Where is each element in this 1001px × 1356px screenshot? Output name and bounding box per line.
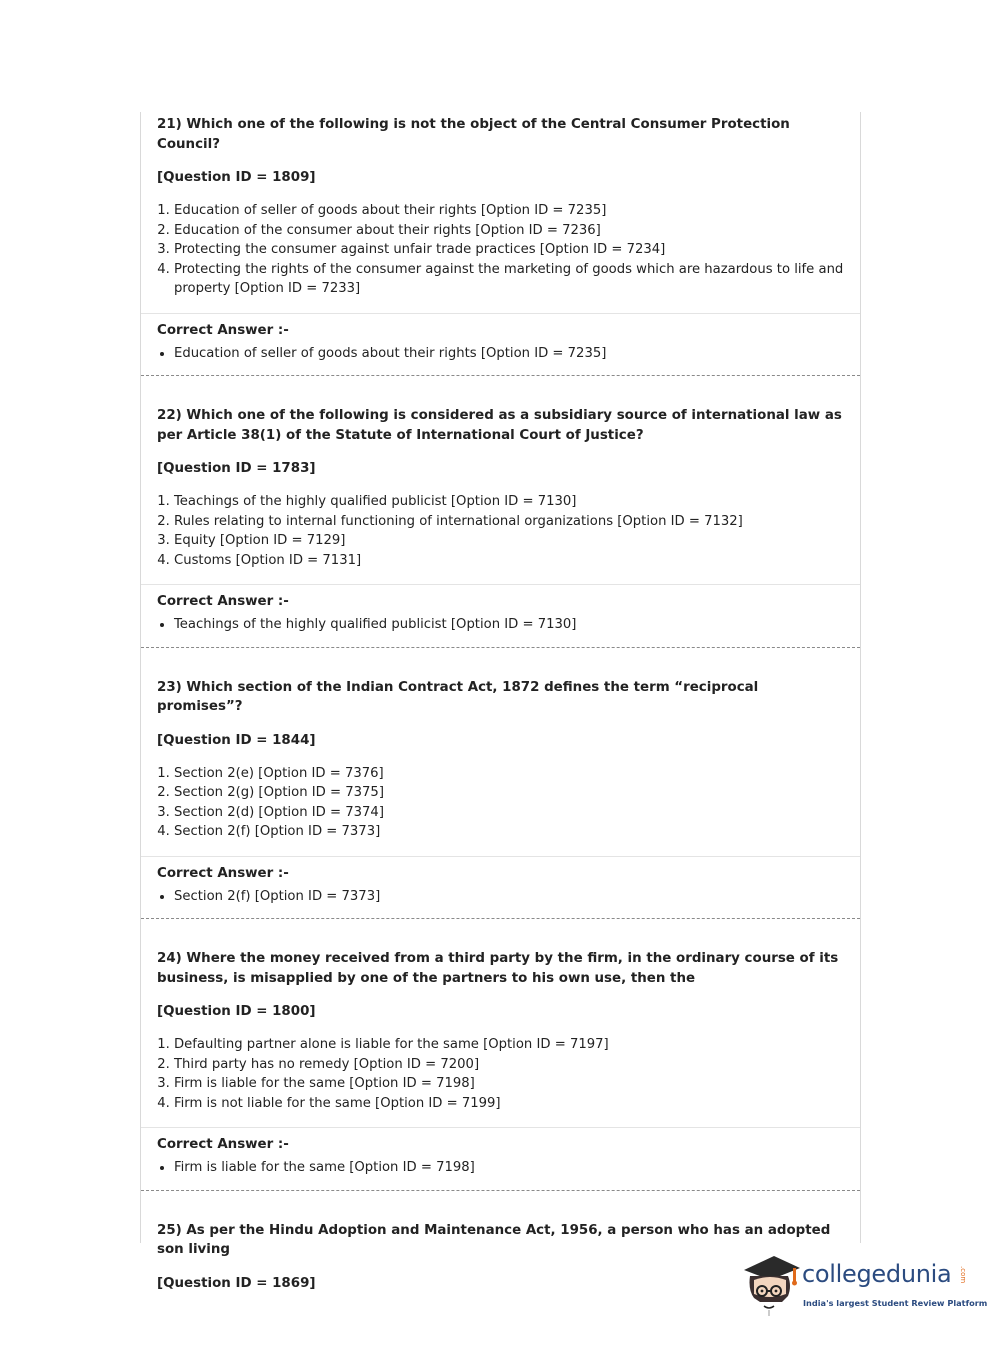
options-list <box>157 492 844 570</box>
answer-item: • Section 2(f) [Option ID = 7373] <box>174 887 844 907</box>
option-item: 3. Equity [Option ID = 7129] <box>174 531 844 551</box>
question-section <box>141 112 860 314</box>
question-text: 25) As per the Hindu Adoption and Maintenance Act, 1956, a person who has an adopted son living <box>157 1222 831 1257</box>
options-list <box>157 201 844 299</box>
question-id: [Question ID = 1844] <box>157 732 316 748</box>
question-section <box>141 648 860 857</box>
question-text: 24) Where the money received from a third party by the firm, in the ordinary course of its business, is misapplied by one of the partners to his own use, then the <box>157 951 839 986</box>
question-section <box>141 919 860 1128</box>
question-block-23 <box>141 647 860 919</box>
option-item: 4. Section 2(f) [Option ID = 7373] <box>174 822 844 842</box>
answer-section <box>157 314 844 376</box>
option-item: 1. Defaulting partner alone is liable for the same [Option ID = 7197] <box>174 1035 844 1055</box>
option-item: 3. Protecting the consumer against unfair trade practices [Option ID = 7234] <box>174 240 844 260</box>
question-id: [Question ID = 1869] <box>157 1275 316 1291</box>
option-item: 1. Section 2(e) [Option ID = 7376] <box>174 764 844 784</box>
brand-tagline: India's largest Student Review Platform <box>803 1298 988 1308</box>
question-id: [Question ID = 1783] <box>157 461 316 476</box>
brand-suffix: .com <box>959 1266 967 1284</box>
answer-item: • Firm is liable for the same [Option ID = 7198] <box>174 1158 844 1178</box>
question-block-22 <box>141 375 860 647</box>
option-item: 4. Protecting the rights of the consumer against the marketing of goods which are hazardous to life and property [Option ID = 7233] <box>174 260 844 299</box>
collegedunia-brand <box>740 1250 988 1316</box>
answer-section <box>157 1128 844 1190</box>
option-item: 1. Education of seller of goods about their rights [Option ID = 7235] <box>174 201 844 221</box>
mascot-logo-icon <box>740 1250 802 1316</box>
correct-answer-label: Correct Answer :- <box>157 322 289 338</box>
answers-list <box>157 887 844 907</box>
question-id: [Question ID = 1800] <box>157 1004 316 1019</box>
question-id: [Question ID = 1809] <box>157 170 316 185</box>
correct-answer-label: Correct Answer :- <box>157 1137 289 1152</box>
option-item: 2. Education of the consumer about their rights [Option ID = 7236] <box>174 221 844 241</box>
question-text: 22) Which one of the following is considered as a subsidiary source of international law as per Article 38(1) of the Statute of International Court of Justice? <box>157 408 842 443</box>
correct-answer-label: Correct Answer :- <box>157 865 289 881</box>
option-item: 3. Firm is liable for the same [Option ID = 7198] <box>174 1074 844 1094</box>
option-item: 1. Teachings of the highly qualified publicist [Option ID = 7130] <box>174 492 844 512</box>
answer-section <box>157 857 844 919</box>
option-item: 4. Customs [Option ID = 7131] <box>174 551 844 571</box>
question-block-21 <box>141 112 860 375</box>
options-list <box>157 764 844 842</box>
question-paper-sheet <box>140 112 861 1291</box>
option-item: 2. Section 2(g) [Option ID = 7375] <box>174 783 844 803</box>
option-item: 2. Rules relating to internal functioning of international organizations [Option ID = 7132] <box>174 512 844 532</box>
brand-name: collegedunia <box>802 1260 952 1288</box>
option-item: 2. Third party has no remedy [Option ID = 7200] <box>174 1055 844 1075</box>
question-section <box>141 376 860 585</box>
answers-list <box>157 1158 844 1178</box>
answer-item: • Education of seller of goods about their rights [Option ID = 7235] <box>174 344 844 364</box>
answer-section <box>157 585 844 647</box>
answers-list <box>157 344 844 364</box>
question-block-24 <box>141 918 860 1190</box>
option-item: 4. Firm is not liable for the same [Option ID = 7199] <box>174 1094 844 1114</box>
question-text: 21) Which one of the following is not the object of the Central Consumer Protection Council? <box>157 117 790 152</box>
option-item: 3. Section 2(d) [Option ID = 7374] <box>174 803 844 823</box>
correct-answer-label: Correct Answer :- <box>157 594 289 609</box>
options-list <box>157 1035 844 1113</box>
question-text: 23) Which section of the Indian Contract Act, 1872 defines the term “reciprocal promises”? <box>157 679 759 714</box>
answer-item: • Teachings of the highly qualified publicist [Option ID = 7130] <box>174 615 844 635</box>
answers-list <box>157 615 844 635</box>
